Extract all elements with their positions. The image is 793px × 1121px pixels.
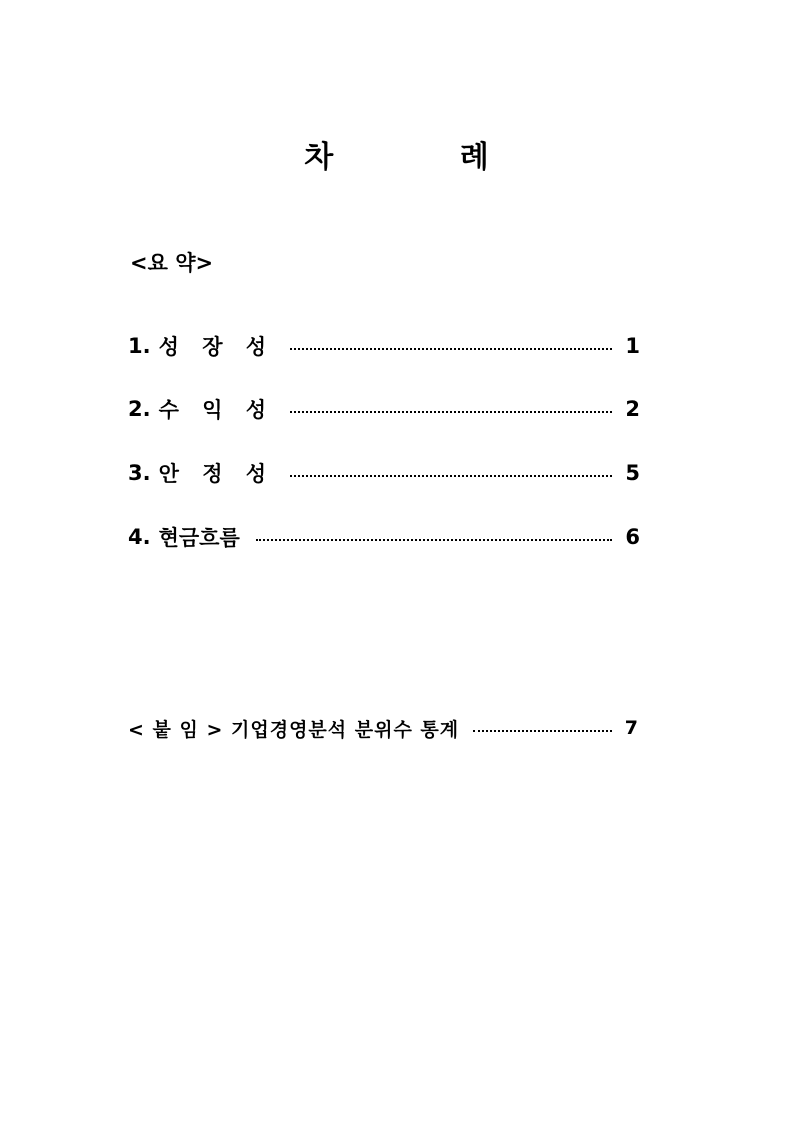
toc-entry-growth[interactable] (128, 330, 640, 362)
toc-dot-leader (290, 411, 612, 413)
toc-entry-number: 4. (128, 525, 151, 549)
appendix-page: 7 (624, 717, 638, 739)
toc-dot-leader (290, 475, 612, 477)
toc-entry-title: 수 익 성 (158, 398, 275, 422)
summary-heading: <요 약> (130, 251, 214, 275)
toc-entry-title: 성 장 성 (158, 335, 275, 359)
toc-entry-label (128, 458, 274, 488)
toc-entry-stability[interactable] (128, 457, 640, 489)
toc-entry-number: 1. (128, 334, 151, 358)
toc-entry-number: 2. (128, 397, 151, 421)
toc-entry-title: 안 정 성 (158, 462, 275, 486)
toc-entry-page: 1 (625, 334, 640, 358)
toc-entry-page: 5 (625, 461, 640, 485)
toc-entry-appendix[interactable] (128, 712, 638, 744)
toc-dot-leader (473, 730, 612, 732)
toc-entry-page: 6 (625, 525, 640, 549)
appendix-label: < 붙 임 > 기업경영분석 분위수 통계 (128, 718, 460, 741)
toc-entry-profitability[interactable] (128, 393, 640, 425)
toc-entry-number: 3. (128, 461, 151, 485)
toc-entry-label (128, 522, 240, 552)
toc-entry-cashflow[interactable] (128, 521, 640, 553)
toc-dot-leader (256, 539, 612, 541)
toc-entry-label (128, 331, 274, 361)
toc-entry-page: 2 (625, 397, 640, 421)
toc-entry-title: 현금흐름 (158, 526, 240, 550)
toc-dot-leader (290, 348, 612, 350)
toc-entry-label (128, 394, 274, 424)
page-title: 차 례 (304, 140, 547, 175)
